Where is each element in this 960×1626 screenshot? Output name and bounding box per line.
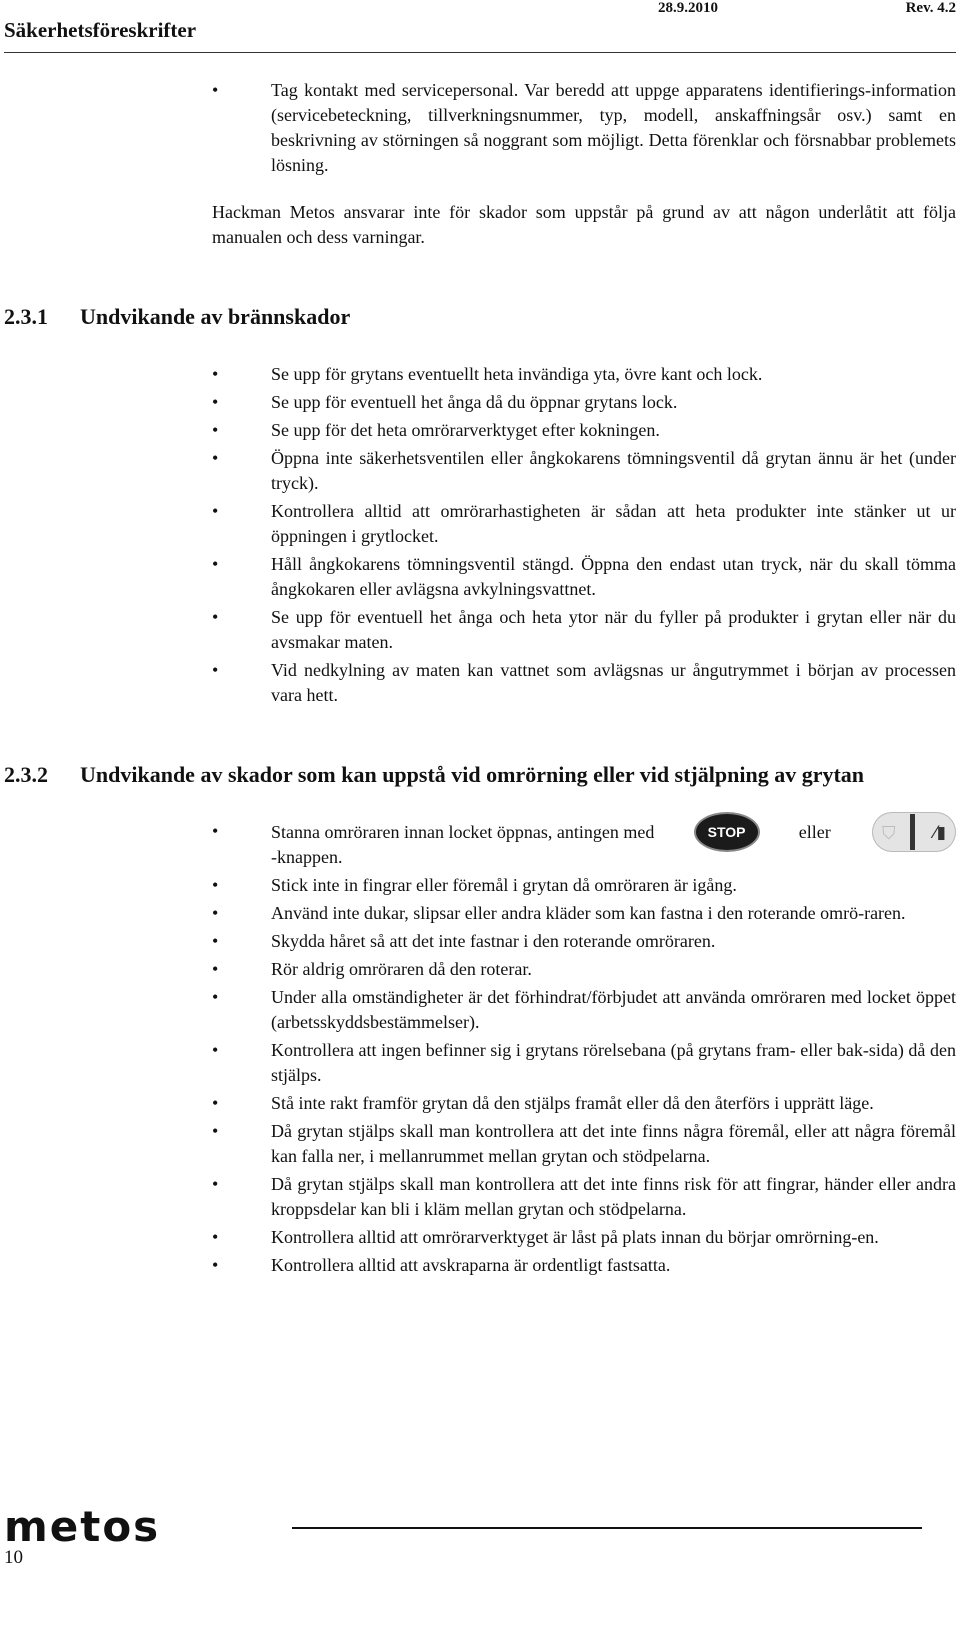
disclaimer-paragraph: Hackman Metos ansvarar inte för skador som uppstår på grund av att någon underlåtit att följa manualen och dess varningar. <box>212 202 956 247</box>
bullet-icon: • <box>212 959 219 979</box>
divider-bar <box>910 814 915 850</box>
list-item <box>0 1172 960 1222</box>
bullet-icon: • <box>212 931 219 951</box>
bullet-icon: • <box>212 554 219 574</box>
list-item-text: Håll ångkokarens tömningsventil stängd. Öppna den endast utan tryck, när du skall tömma ångkokaren eller avlägsna avkylningsvattnet. <box>271 554 956 599</box>
section-number: 2.3.1 <box>4 304 48 329</box>
bullet-icon: • <box>212 903 219 923</box>
list-item-text: Öppna inte säkerhetsventilen eller ångkokarens tömningsventil då grytan ännu är het (under tryck). <box>271 448 956 493</box>
list-item-text: Se upp för eventuell het ånga och heta ytor när du fyller på produkter i grytan eller när du avsmakar maten. <box>271 607 956 652</box>
list-item-text: Skydda håret så att det inte fastnar i den roterande omröraren. <box>271 931 716 951</box>
list-item-text: Då grytan stjälps skall man kontrollera att det inte finns risk för att fingrar, händer eller andra kroppsdelar kan bli i kläm mellan grytan och stödpelarna. <box>271 1174 956 1219</box>
list-item-text: Kontrollera alltid att omrörarverktyget är låst på plats innan du börjar omrörning-en. <box>271 1227 879 1247</box>
bullet-icon: • <box>212 448 219 468</box>
metos-logo: metos <box>4 1502 161 1551</box>
bullet-icon: • <box>212 875 219 895</box>
header-date: 28.9.2010 <box>658 0 718 16</box>
bullet-icon: • <box>212 420 219 440</box>
list-item <box>0 812 960 870</box>
list-item-text: Se upp för det heta omrörarverktyget efter kokningen. <box>271 420 660 440</box>
section-title: Undvikande av brännskador <box>80 304 351 329</box>
list-item-text: Se upp för eventuell het ånga då du öppnar grytans lock. <box>271 392 678 412</box>
list-item <box>0 873 960 898</box>
list-item-text: Vid nedkylning av maten kan vattnet som avlägsnas ur ångutrymmet i början av processen vara hett. <box>271 660 956 705</box>
bullet-icon: • <box>212 1174 219 1194</box>
list-item <box>0 605 960 655</box>
list-item <box>0 446 960 496</box>
bullet-icon: • <box>212 1093 219 1113</box>
list-item <box>0 901 960 926</box>
button-suffix-text: -knappen. <box>271 847 343 867</box>
list-item-text: Rör aldrig omröraren då den roterar. <box>271 959 532 979</box>
bullet-icon: • <box>212 660 219 680</box>
stop-instruction-text: Stanna omröraren innan locket öppnas, antingen med <box>271 821 655 842</box>
pause-symbol-icon: ⁄▮ <box>933 823 946 843</box>
list-item <box>0 1091 960 1116</box>
bullet-icon: • <box>212 1121 219 1141</box>
bullet-icon: • <box>212 607 219 627</box>
list-item-text: Kontrollera alltid att omrörarhastigheten är sådan att heta produkter inte stänker ut ur öppningen i grytlocket. <box>271 501 956 546</box>
list-item <box>0 929 960 954</box>
list-item <box>0 1253 960 1278</box>
stop-button-icon: STOP <box>696 814 758 850</box>
list-item <box>0 552 960 602</box>
list-item <box>0 499 960 549</box>
intro-bullet-list <box>0 78 960 178</box>
section-heading-2-3-2 <box>4 762 956 788</box>
list-item <box>0 658 960 708</box>
list-item <box>0 390 960 415</box>
list-item-text: Under alla omständigheter är det förhindrat/förbjudet att använda omröraren med locket öppet (arbetsskyddsbestämmelser). <box>271 987 956 1032</box>
section-title: Undvikande av skador som kan uppstå vid omrörning eller vid stjälpning av grytan <box>80 762 865 787</box>
list-item-text <box>271 812 956 870</box>
list-item <box>0 1038 960 1088</box>
bullet-icon: • <box>212 987 219 1007</box>
page-header-title: Säkerhetsföreskrifter <box>4 18 197 42</box>
bullet-icon: • <box>212 821 219 841</box>
list-item <box>0 418 960 443</box>
list-item <box>0 1225 960 1250</box>
bullet-icon: • <box>212 1040 219 1060</box>
footer-divider <box>292 1527 922 1529</box>
bullet-icon: • <box>212 1255 219 1275</box>
pause-button-icon <box>872 812 956 852</box>
section-heading-2-3-1 <box>4 304 956 330</box>
list-item-text: Se upp för grytans eventuellt heta invändiga yta, övre kant och lock. <box>271 364 763 384</box>
list-item <box>0 985 960 1035</box>
list-item-text: Stick inte in fingrar eller föremål i grytan då omröraren är igång. <box>271 875 737 895</box>
bullet-icon: • <box>212 364 219 384</box>
list-item-text: Kontrollera alltid att avskraparna är ordentligt fastsatta. <box>271 1255 671 1275</box>
page-number: 10 <box>4 1547 23 1568</box>
header-revision: Rev. 4.2 <box>905 0 956 16</box>
burn-prevention-list <box>0 362 960 711</box>
or-text: eller <box>798 821 831 842</box>
list-item-text: Kontrollera att ingen befinner sig i grytans rörelsebana (på grytans fram- eller bak-sida) då den stjälps. <box>271 1040 956 1085</box>
list-item <box>0 1119 960 1169</box>
shield-icon: ⛉ <box>881 823 896 844</box>
list-item-text: Då grytan stjälps skall man kontrollera att det inte finns några föremål, eller att några föremål kan falla ner, i mellanrummet mellan grytan och stödpelarna. <box>271 1121 956 1166</box>
list-item <box>0 957 960 982</box>
section-number: 2.3.2 <box>4 762 48 787</box>
list-item-text: Använd inte dukar, slipsar eller andra kläder som kan fastna i den roterande omrö-raren. <box>271 903 906 923</box>
stirring-safety-list <box>0 812 960 1281</box>
list-item-text: Stå inte rakt framför grytan då den stjälps framåt eller då den återförs i upprätt läge. <box>271 1093 874 1113</box>
bullet-icon: • <box>212 392 219 412</box>
bullet-icon: • <box>212 1227 219 1247</box>
list-item <box>0 362 960 387</box>
list-item <box>0 78 960 178</box>
bullet-icon: • <box>212 80 219 100</box>
header-divider <box>4 52 956 53</box>
list-item-text: Tag kontakt med servicepersonal. Var beredd att uppge apparatens identifierings-information (servicebeteckning, tillverkningsnummer, typ, modell, anskaffningsår osv.) samt en beskrivning av störningen så noggrant som möjligt. Detta förenklar och försnabbar problemets lösning. <box>271 80 956 175</box>
bullet-icon: • <box>212 501 219 521</box>
